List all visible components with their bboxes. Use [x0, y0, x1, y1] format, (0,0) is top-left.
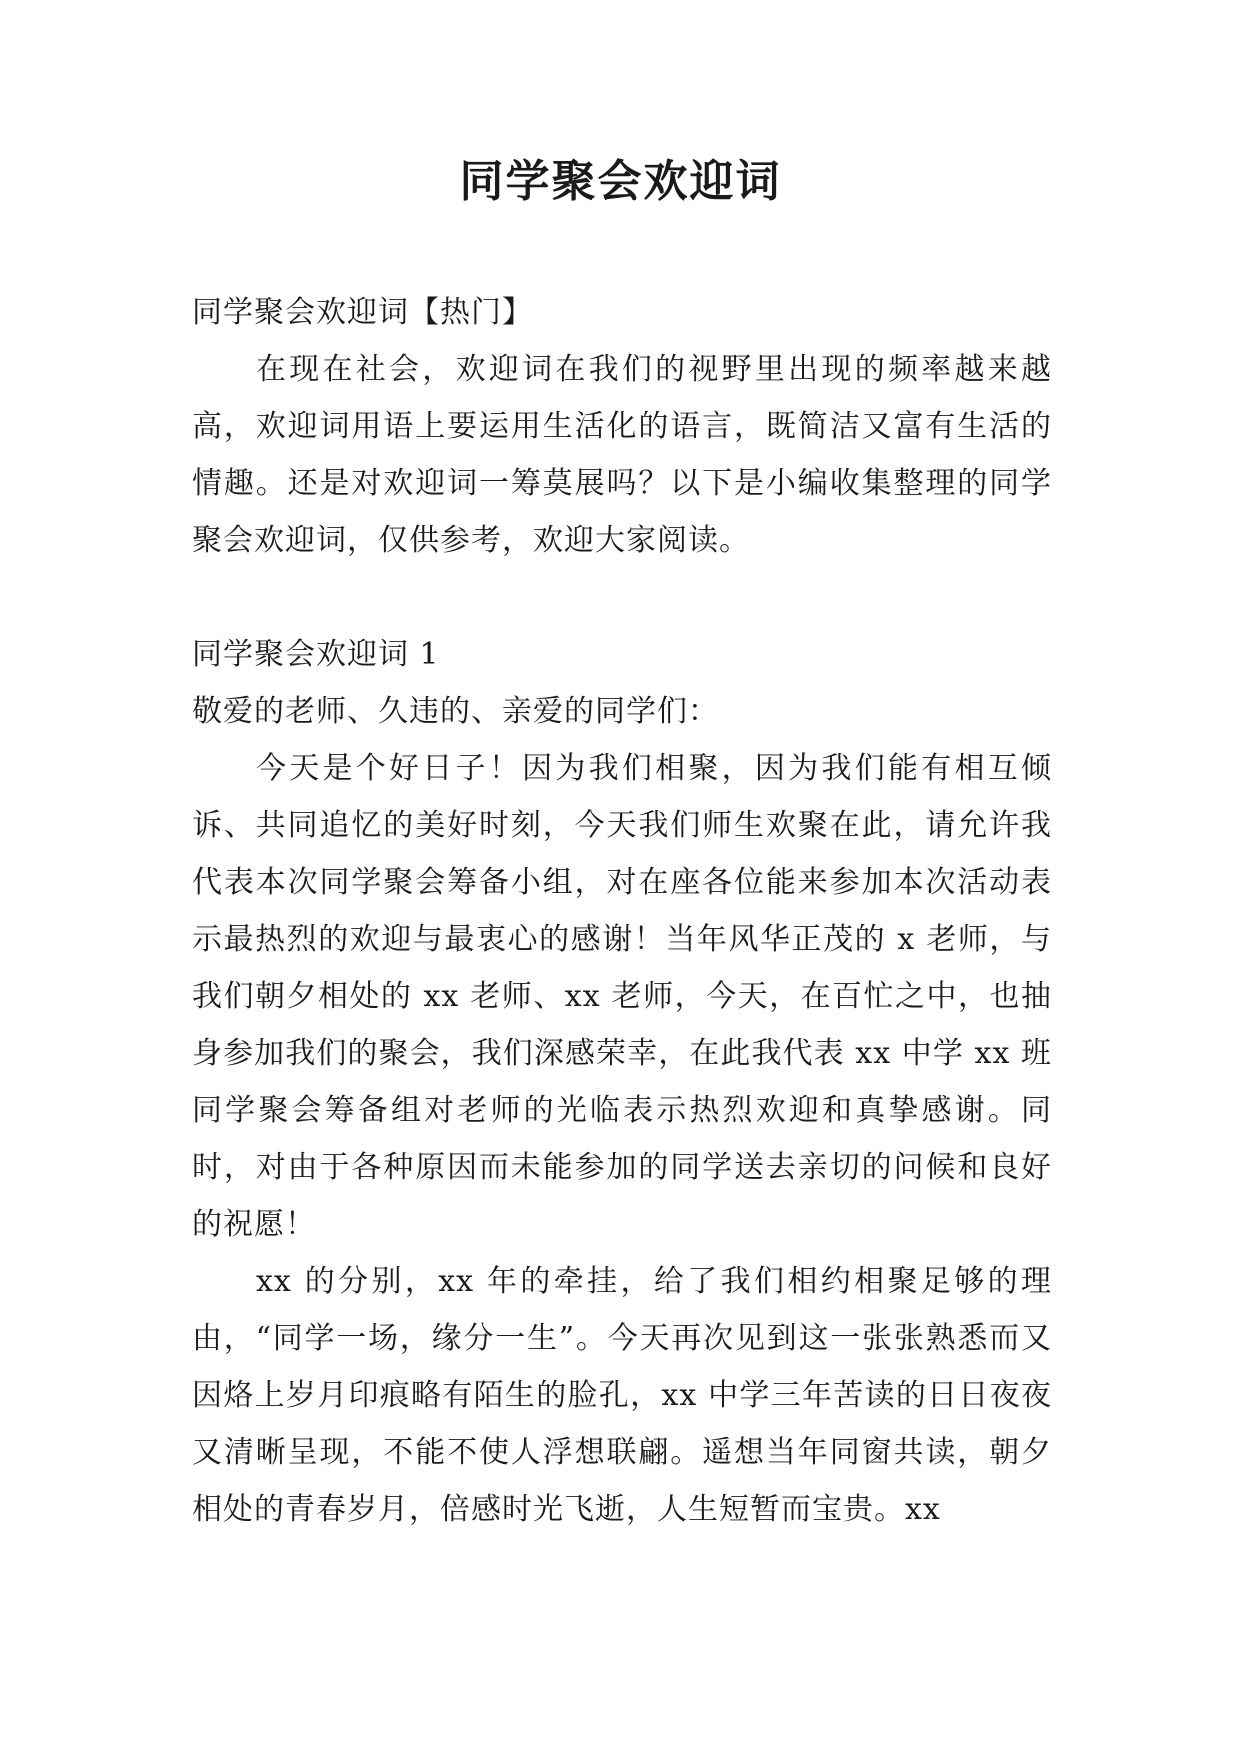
document-body — [192, 284, 1052, 1538]
document-title: 同学聚会欢迎词 — [459, 156, 782, 207]
body-paragraph-2: xx 的分别，xx 年的牵挂，给了我们相约相聚足够的理由，“同学一场，缘分一生”。今天再次见到这一张张熟悉而又因烙上岁月印痕略有陌生的脸孔，xx 中学三年苦读的日日夜夜又清晰呈现，不能不使人浮想联翩。遥想当年同窗共读，朝夕相处的青春岁月，倍感时光飞逝，人生短暂而宝贵。xx — [192, 1264, 1052, 1527]
body-paragraph-1: 今天是个好日子！因为我们相聚，因为我们能有相互倾诉、共同追忆的美好时刻，今天我们师生欢聚在此，请允许我代表本次同学聚会筹备小组，对在座各位能来参加本次活动表示最热烈的欢迎与最衷心的感谢！当年风华正茂的 x 老师，与我们朝夕相处的 xx 老师、xx 老师，今天，在百忙之中，也抽身参加我们的聚会，我们深感荣幸，在此我代表 xx 中学 xx 班同学聚会筹备组对老师的光临表示热烈欢迎和真挚感谢。同时，对由于各种原因而未能参加的同学送去亲切的问候和良好的祝愿！ — [192, 751, 1052, 1242]
salutation: 敬爱的老师、久违的、亲爱的同学们： — [192, 694, 719, 729]
intro-paragraph: 在现在社会，欢迎词在我们的视野里出现的频率越来越高，欢迎词用语上要运用生活化的语言，既简洁又富有生活的情趣。还是对欢迎词一筹莫展吗？以下是小编收集整理的同学聚会欢迎词，仅供参考，欢迎大家阅读。 — [192, 352, 1052, 558]
document-subtitle: 同学聚会欢迎词【热门】 — [192, 295, 533, 330]
section-heading: 同学聚会欢迎词 1 — [192, 637, 440, 672]
